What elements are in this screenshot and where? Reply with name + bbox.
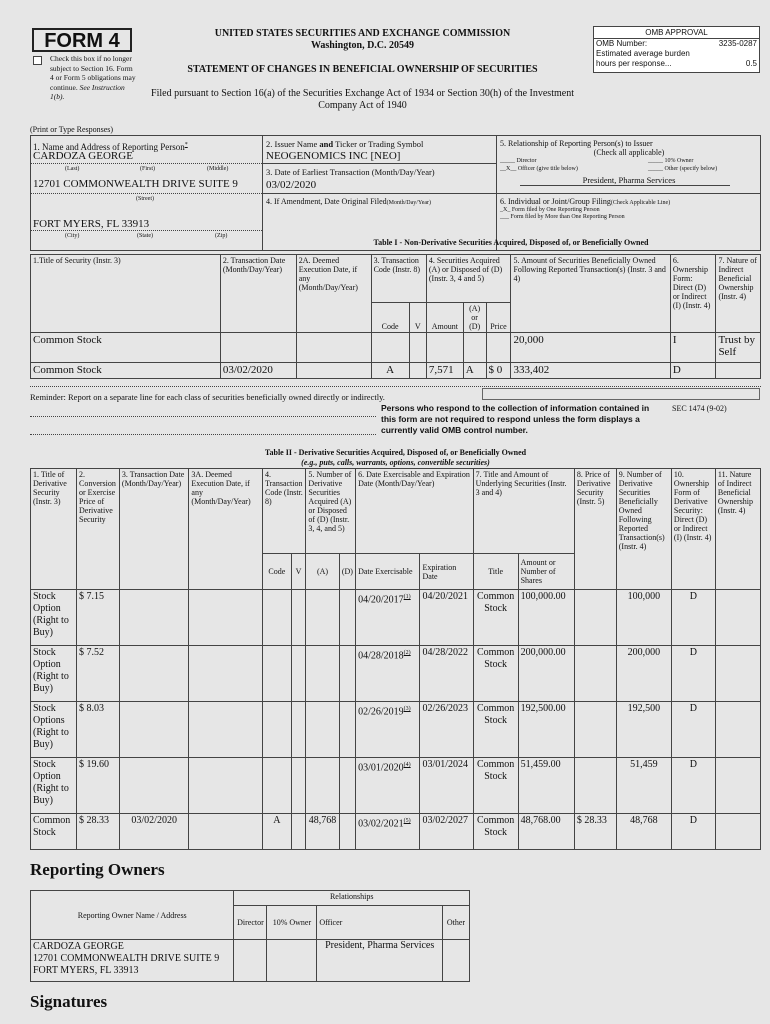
rel-ten-pct: _____ 10% Owner <box>648 158 694 164</box>
t1-r0-price <box>486 333 511 363</box>
t2-nature <box>715 814 760 850</box>
table-row <box>31 814 761 850</box>
t1-r1-price: $ 0 <box>486 363 511 379</box>
t2-u-amount: 200,000.00 <box>518 646 574 702</box>
footnote-link[interactable]: (2) <box>403 650 411 656</box>
t2-owned: 48,768 <box>616 814 671 850</box>
table-row <box>31 333 761 363</box>
t2-d <box>339 646 355 702</box>
t2-h-form: 10. Ownership Form of Derivative Security: Direct (D) or Indirect (I) (Instr. 4) <box>671 469 715 590</box>
rel-director: _____ Director <box>500 158 537 164</box>
t2-h-number: 5. Number of Derivative Securities Acquired (A) or Disposed of (D) (Instr. 3, 4, and 5) <box>306 469 356 554</box>
t1-h-deemed: 2A. Deemed Execution Date, if any (Month/Day/Year) <box>296 255 371 333</box>
statement-title: STATEMENT OF CHANGES IN BENEFICIAL OWNERSHIP OF SECURITIES <box>187 64 538 75</box>
t2-h-expiration: Expiration Date <box>420 554 473 590</box>
field2-label-b: Ticker or Trading Symbol <box>335 139 424 149</box>
t2-h-date: 3. Transaction Date (Month/Day/Year) <box>119 469 189 590</box>
t2-owned: 200,000 <box>616 646 671 702</box>
t2-code: A <box>263 814 292 850</box>
field4-label <box>266 197 431 206</box>
t2-exercisable <box>356 590 420 646</box>
field3-label: 3. Date of Earliest Transaction (Month/Day/Year) <box>266 167 435 177</box>
t2-d <box>339 814 355 850</box>
t2-h-u-amount: Amount or Number of Shares <box>518 554 574 590</box>
date-exercisable: 02/26/2019 <box>358 706 404 718</box>
t2-expiration: 02/26/2023 <box>420 702 473 758</box>
filing-option-more: ___ Form filed by More than One Reporting Person <box>500 214 625 220</box>
reporting-owners-heading: Reporting Owners <box>30 860 165 879</box>
t2-h-owned: 9. Number of Derivative Securities Beneficially Owned Following Reported Transaction(s) (Instr. 4) <box>616 469 671 590</box>
field4-label-text: 4. If Amendment, Date Original Filed <box>266 197 387 206</box>
rel-officer: __X__ Officer (give title below) <box>500 166 578 172</box>
field1-label-text: 1. Name and Address of Reporting Person <box>33 142 185 152</box>
t2-title: Common Stock <box>31 814 77 850</box>
omb-hours-label: hours per response... <box>596 59 672 68</box>
omb-number: 3235-0287 <box>718 39 757 48</box>
field5-sub: (Check all applicable) <box>593 148 665 157</box>
checkbox-see-instruction: See Instruction 1(b). <box>50 82 125 101</box>
t2-deemed <box>189 758 263 814</box>
owners-h-director: Director <box>234 906 267 940</box>
checkbox-text-main: Check this box if no longer subject to Section 16. Form 4 or Form 5 obligations may continue. <box>50 54 136 92</box>
owners-h-ten: 10% Owner <box>267 906 317 940</box>
t2-deemed <box>189 814 263 850</box>
label-middle: (Middle) <box>207 166 229 172</box>
filed-pursuant: Filed pursuant to Section 16(a) of the Securities Exchange Act of 1934 or Section 30(h) of the Investment Company Act of 1940 <box>151 88 574 111</box>
t2-date <box>119 590 189 646</box>
footnote-link[interactable]: (4) <box>403 762 411 768</box>
table2-title: Table II - Derivative Securities Acquired, Disposed of, or Beneficially Owned <box>264 448 527 457</box>
t1-h-acquired: 4. Securities Acquired (A) or Disposed of (D) (Instr. 3, 4 and 5) <box>426 255 511 303</box>
t2-u-title: Common Stock <box>473 646 518 702</box>
no-longer-subject-checkbox[interactable] <box>33 56 42 65</box>
t2-price: $ 28.33 <box>77 814 120 850</box>
date-exercisable: 04/28/2018 <box>358 650 404 662</box>
t2-h-u-title: Title <box>473 554 518 590</box>
reminder-text: Reminder: Report on a separate line for each class of securities beneficially owned directly or indirectly. <box>30 392 385 402</box>
t2-dprice <box>574 702 616 758</box>
t1-r0-deemed <box>296 333 371 363</box>
sec-code: SEC 1474 (9-02) <box>672 404 727 413</box>
earliest-transaction-date: 03/02/2020 <box>266 179 317 191</box>
t1-h-date: 2. Transaction Date (Month/Day/Year) <box>220 255 296 333</box>
t2-title: Stock Options (Right to Buy) <box>31 702 77 758</box>
rel-other: _____ Other (specify below) <box>648 166 718 172</box>
t1-h-title: 1.Title of Security (Instr. 3) <box>31 255 221 333</box>
agency-city: Washington, D.C. 20549 <box>310 40 415 51</box>
t1-r1-aord: A <box>463 363 486 379</box>
t2-price: $ 19.60 <box>77 758 120 814</box>
omb-title: OMB APPROVAL <box>594 27 759 39</box>
field4-suffix: (Month/Day/Year) <box>386 200 432 206</box>
footnote-link[interactable]: (3) <box>403 706 411 712</box>
t2-date <box>119 702 189 758</box>
t2-a <box>306 590 339 646</box>
footnote-link[interactable]: (1) <box>403 594 411 600</box>
t2-v <box>291 590 306 646</box>
label-last: (Last) <box>65 166 80 172</box>
t2-h-deemed: 3A. Deemed Execution Date, if any (Month/Day/Year) <box>189 469 263 590</box>
t1-h-form: 6. Ownership Form: Direct (D) or Indirect (I) (Instr. 4) <box>670 255 716 333</box>
t2-form: D <box>671 814 715 850</box>
t2-h-d: (D) <box>339 554 355 590</box>
t2-form: D <box>671 590 715 646</box>
t1-r0-aord <box>463 333 486 363</box>
t2-price: $ 7.52 <box>77 646 120 702</box>
t2-exercisable <box>356 702 420 758</box>
table-row <box>31 646 761 702</box>
t2-code <box>263 646 292 702</box>
t2-h-price: 2. Conversion or Exercise Price of Derivative Security <box>77 469 120 590</box>
t2-nature <box>715 702 760 758</box>
checkbox-text <box>50 54 138 102</box>
t2-v <box>291 814 306 850</box>
table2-subtitle: (e.g., puts, calls, warrants, options, convertible securities) <box>301 458 490 467</box>
issuer-name: NEOGENOMICS INC [NEO] <box>266 150 401 162</box>
agency-title: UNITED STATES SECURITIES AND EXCHANGE COMMISSION <box>214 28 511 39</box>
t1-r1-code: A <box>371 363 409 379</box>
field2-label-and: and <box>319 139 334 149</box>
t1-h-nature: 7. Nature of Indirect Beneficial Ownership (Instr. 4) <box>716 255 761 333</box>
reporting-street: 12701 COMMONWEALTH DRIVE SUITE 9 <box>33 178 238 190</box>
t2-form: D <box>671 758 715 814</box>
t2-deemed <box>189 590 263 646</box>
t1-r1-form: D <box>670 363 716 379</box>
label-state: (State) <box>137 233 153 239</box>
table2 <box>30 468 761 850</box>
t2-u-title: Common Stock <box>473 590 518 646</box>
t2-form: D <box>671 702 715 758</box>
t2-h-date-exercisable: Date Exercisable <box>356 554 420 590</box>
reporting-person-name: CARDOZA GEORGE <box>33 150 133 162</box>
t2-code <box>263 758 292 814</box>
t2-u-amount: 48,768.00 <box>518 814 574 850</box>
t1-h-code: 3. Transaction Code (Instr. 8) <box>371 255 426 303</box>
table-row <box>31 758 761 814</box>
label-first: (First) <box>140 166 155 172</box>
t1-r0-v <box>409 333 426 363</box>
field5-label: 5. Relationship of Reporting Person(s) to Issuer <box>500 139 653 148</box>
t2-code <box>263 702 292 758</box>
t1-h-owned: 5. Amount of Securities Beneficially Owned Following Reported Transaction(s) (Instr. 3 and 4) <box>511 255 670 333</box>
t2-u-amount: 51,459.00 <box>518 758 574 814</box>
t2-code <box>263 590 292 646</box>
t2-a <box>306 758 339 814</box>
t2-h-code-sub: Code <box>263 554 292 590</box>
field1-asterisk: * <box>184 142 188 148</box>
t1-r0-owned: 20,000 <box>511 333 670 363</box>
t2-h-a: (A) <box>306 554 339 590</box>
owner-other <box>442 940 469 982</box>
persons-note: Persons who respond to the collection of information contained in this form are not required to respond unless the form displays a currently valid OMB control number. <box>381 403 650 435</box>
form-title-box <box>32 28 132 52</box>
t2-owned: 100,000 <box>616 590 671 646</box>
owner-ten <box>267 940 317 982</box>
omb-burden: Estimated average burden <box>596 49 690 58</box>
form-title: FORM 4 <box>44 30 120 52</box>
table1 <box>30 254 761 379</box>
owner-address <box>31 940 234 982</box>
owner-city: FORT MYERS, FL 33913 <box>33 965 139 976</box>
t2-dprice <box>574 758 616 814</box>
t1-h-price: Price <box>486 303 511 333</box>
t2-deemed <box>189 702 263 758</box>
t2-dprice <box>574 590 616 646</box>
t2-h-underlying: 7. Title and Amount of Underlying Securities (Instr. 3 and 4) <box>473 469 574 554</box>
field2-label-a: 2. Issuer Name <box>266 139 318 149</box>
label-street: (Street) <box>136 196 154 202</box>
field6-label-text: 6. Individual or Joint/Group Filing <box>500 197 611 206</box>
t2-h-nature: 11. Nature of Indirect Beneficial Ownership (Instr. 4) <box>715 469 760 590</box>
t2-form: D <box>671 646 715 702</box>
date-exercisable: 03/01/2020 <box>358 762 404 774</box>
t2-u-title: Common Stock <box>473 814 518 850</box>
t1-h-code-sub: Code <box>371 303 409 333</box>
owners-h-other: Other <box>442 906 469 940</box>
t1-r1-title: Common Stock <box>31 363 221 379</box>
t2-h-dprice: 8. Price of Derivative Security (Instr. 5) <box>574 469 616 590</box>
t2-date <box>119 646 189 702</box>
t2-v <box>291 646 306 702</box>
t2-h-v: V <box>291 554 306 590</box>
t2-d <box>339 758 355 814</box>
t2-price: $ 8.03 <box>77 702 120 758</box>
t2-exercisable <box>356 646 420 702</box>
field6-label <box>500 197 670 206</box>
owner-officer: President, Pharma Services <box>317 940 443 982</box>
owners-h-relationships: Relationships <box>234 891 470 906</box>
t1-h-aord: (A) or (D) <box>463 303 486 333</box>
table1-title: Table I - Non-Derivative Securities Acquired, Disposed of, or Beneficially Owned <box>373 238 649 247</box>
t2-nature <box>715 646 760 702</box>
t1-r0-title: Common Stock <box>31 333 221 363</box>
t2-title: Stock Option (Right to Buy) <box>31 646 77 702</box>
t1-r1-nature <box>716 363 761 379</box>
t2-price: $ 7.15 <box>77 590 120 646</box>
t2-deemed <box>189 646 263 702</box>
t2-title: Stock Option (Right to Buy) <box>31 758 77 814</box>
t2-a: 48,768 <box>306 814 339 850</box>
owners-h-officer: Officer <box>317 906 443 940</box>
t1-r0-nature: Trust by Self <box>716 333 761 363</box>
t2-h-exercisable: 6. Date Exercisable and Expiration Date (Month/Day/Year) <box>356 469 474 554</box>
t2-a <box>306 646 339 702</box>
t2-exercisable <box>356 814 420 850</box>
t2-v <box>291 758 306 814</box>
t2-d <box>339 702 355 758</box>
t2-owned: 51,459 <box>616 758 671 814</box>
t1-r1-amount: 7,571 <box>426 363 463 379</box>
owners-table <box>30 890 470 982</box>
t2-date <box>119 758 189 814</box>
t2-u-title: Common Stock <box>473 758 518 814</box>
t1-r1-v <box>409 363 426 379</box>
omb-hours: 0.5 <box>745 59 757 68</box>
t1-h-amount: Amount <box>426 303 463 333</box>
t1-r1-owned: 333,402 <box>511 363 670 379</box>
t2-expiration: 04/28/2022 <box>420 646 473 702</box>
t1-r0-code <box>371 333 409 363</box>
t2-expiration: 04/20/2021 <box>420 590 473 646</box>
t1-r0-amount <box>426 333 463 363</box>
t1-r1-deemed <box>296 363 371 379</box>
owner-director <box>234 940 267 982</box>
t2-u-title: Common Stock <box>473 702 518 758</box>
field6-suffix: (Check Applicable Line) <box>610 200 671 206</box>
t1-r0-form: I <box>670 333 716 363</box>
table-row <box>31 363 761 379</box>
date-exercisable: 03/02/2021 <box>358 818 404 830</box>
t2-a <box>306 702 339 758</box>
owner-name: CARDOZA GEORGE <box>33 941 124 952</box>
t2-expiration: 03/01/2024 <box>420 758 473 814</box>
t2-h-title: 1. Title of Derivative Security (Instr. 3) <box>31 469 77 590</box>
t1-h-v: V <box>409 303 426 333</box>
omb-number-label: OMB Number: <box>596 39 648 48</box>
field2-label <box>266 140 423 149</box>
t1-r1-date: 03/02/2020 <box>220 363 296 379</box>
t2-dprice <box>574 646 616 702</box>
label-zip: (Zip) <box>215 233 228 239</box>
table-row <box>31 590 761 646</box>
t2-exercisable <box>356 758 420 814</box>
t1-r0-date <box>220 333 296 363</box>
t2-u-amount: 192,500.00 <box>518 702 574 758</box>
t2-owned: 192,500 <box>616 702 671 758</box>
owner-street: 12701 COMMONWEALTH DRIVE SUITE 9 <box>33 953 220 964</box>
date-exercisable: 04/20/2017 <box>358 594 404 606</box>
table-row <box>31 702 761 758</box>
t2-v <box>291 702 306 758</box>
t2-expiration: 03/02/2027 <box>420 814 473 850</box>
t2-dprice: $ 28.33 <box>574 814 616 850</box>
t2-nature <box>715 758 760 814</box>
signatures-heading: Signatures <box>30 992 108 1011</box>
t2-h-code: 4. Transaction Code (Instr. 8) <box>263 469 306 554</box>
t2-nature <box>715 590 760 646</box>
owners-h-name: Reporting Owner Name / Address <box>31 891 234 940</box>
footnote-link[interactable]: (5) <box>403 818 411 824</box>
reporting-city: FORT MYERS, FL 33913 <box>33 218 150 230</box>
t2-d <box>339 590 355 646</box>
t2-date: 03/02/2020 <box>119 814 189 850</box>
officer-title: President, Pharma Services <box>582 175 676 185</box>
omb-box <box>593 26 760 73</box>
filing-option-one: _X_ Form filed by One Reporting Person <box>500 207 600 213</box>
t2-u-amount: 100,000.00 <box>518 590 574 646</box>
label-city: (City) <box>65 233 80 239</box>
table-row <box>31 940 470 982</box>
print-type-note: (Print or Type Responses) <box>30 125 114 134</box>
t2-title: Stock Option (Right to Buy) <box>31 590 77 646</box>
